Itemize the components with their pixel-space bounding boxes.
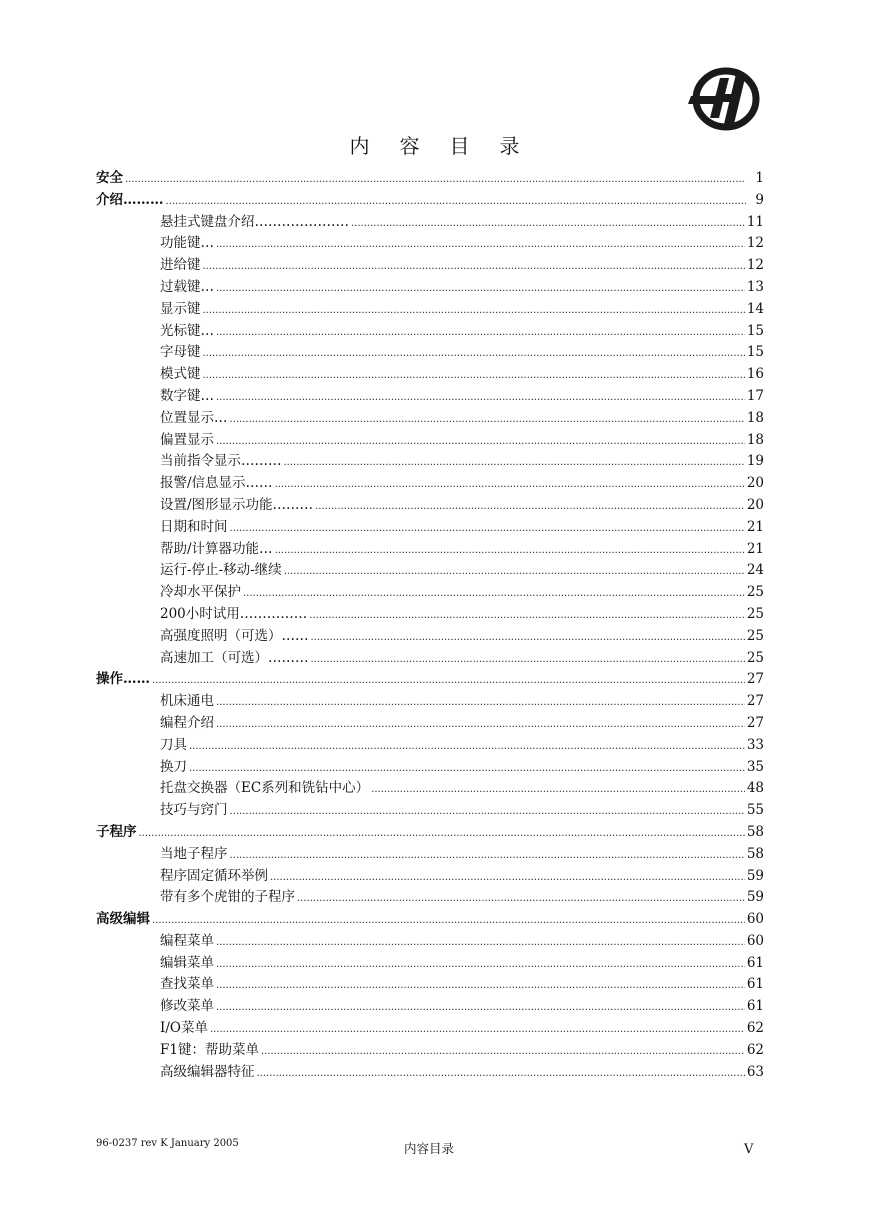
toc-section-entry[interactable] <box>96 822 764 844</box>
toc-entry-label: 进给键 <box>160 257 201 274</box>
toc-entry-page: 27 <box>746 693 764 710</box>
toc-entry-page: 27 <box>746 671 764 688</box>
dot-leader <box>311 627 745 649</box>
toc-entry-label: 位置显示… <box>160 409 228 426</box>
dot-leader <box>309 605 745 627</box>
dot-leader <box>152 670 745 692</box>
dot-leader <box>216 387 745 409</box>
toc-entry-label: 安全 <box>96 170 123 186</box>
toc-section-entry[interactable] <box>96 909 764 931</box>
toc-entry-label: 光标键… <box>160 322 214 339</box>
toc-subsection-entry[interactable] <box>96 1018 764 1040</box>
toc-entry-label: 子程序 <box>96 823 137 840</box>
toc-subsection-entry[interactable] <box>96 1062 764 1084</box>
toc-subsection-entry[interactable] <box>96 735 764 757</box>
toc-entry-page: 19 <box>746 453 764 470</box>
toc-entry-label: 字母键 <box>160 344 201 361</box>
toc-entry-page: 59 <box>746 867 764 884</box>
toc-entry-label: 操作…… <box>96 671 150 688</box>
toc-entry-label: 换刀 <box>160 758 187 775</box>
toc-subsection-entry[interactable] <box>96 757 764 779</box>
footer-page-number: V <box>744 1142 754 1157</box>
toc-subsection-entry[interactable] <box>96 299 764 321</box>
toc-subsection-entry[interactable] <box>96 321 764 343</box>
dot-leader <box>230 845 745 867</box>
toc-entry-page: 48 <box>746 780 764 797</box>
dot-leader <box>297 888 745 910</box>
toc-entry-page: 13 <box>746 278 764 295</box>
toc-subsection-entry[interactable] <box>96 539 764 561</box>
dot-leader <box>270 867 745 889</box>
toc-entry-label: 修改菜单 <box>160 998 214 1015</box>
toc-subsection-entry[interactable] <box>96 517 764 539</box>
toc-entry-page: 61 <box>746 954 764 971</box>
toc-entry-label: 技巧与窍门 <box>160 802 228 819</box>
toc-entry-label: 帮助/计算器功能… <box>160 540 273 557</box>
toc-entry-label: F1键：帮助菜单 <box>160 1041 259 1058</box>
toc-entry-label: 高级编辑 <box>96 911 150 928</box>
dot-leader <box>371 779 745 801</box>
toc-entry-label: 介绍……… <box>96 191 164 208</box>
toc-entry-label: 高级编辑器特征 <box>160 1063 255 1080</box>
dot-leader <box>203 365 745 387</box>
toc-subsection-entry[interactable] <box>96 430 764 452</box>
toc-entry-page: 61 <box>746 976 764 993</box>
dot-leader <box>284 561 745 583</box>
toc-entry-label: 报警/信息显示…… <box>160 475 273 492</box>
dot-leader <box>243 583 745 605</box>
dot-leader <box>230 409 745 431</box>
toc-entry-label: 数字键… <box>160 387 214 404</box>
toc-entry-page: 24 <box>746 562 764 579</box>
toc-entry-page: 12 <box>746 257 764 274</box>
toc-entry-label: 悬挂式键盘介绍………………… <box>160 213 349 230</box>
toc-subsection-entry[interactable] <box>96 604 764 626</box>
toc-entry-page: 14 <box>746 300 764 317</box>
toc-entry-page: 18 <box>746 431 764 448</box>
toc-entry-label: 当前指令显示……… <box>160 453 282 470</box>
toc-entry-page: 63 <box>746 1063 764 1080</box>
toc-entry-label: 当地子程序 <box>160 845 228 862</box>
dot-leader <box>139 823 745 845</box>
toc-entry-label: 编程介绍 <box>160 714 214 731</box>
dot-leader <box>216 932 745 954</box>
toc-entry-page: 60 <box>746 932 764 949</box>
toc-subsection-entry[interactable] <box>96 974 764 996</box>
toc-entry-label: 功能键… <box>160 235 214 252</box>
dot-leader <box>203 256 745 278</box>
toc-entry-page: 62 <box>746 1020 764 1037</box>
toc-entry-page: 20 <box>746 496 764 513</box>
toc-entry-label: 200小时试用…………… <box>160 605 308 622</box>
dot-leader <box>257 1063 745 1085</box>
toc-entry-page: 15 <box>746 344 764 361</box>
toc-subsection-entry[interactable] <box>96 277 764 299</box>
dot-leader <box>216 692 745 714</box>
toc-entry-page: 61 <box>746 998 764 1015</box>
toc-entry-label: 编辑菜单 <box>160 954 214 971</box>
toc-subsection-entry[interactable] <box>96 800 764 822</box>
footer-section: 内容目录 <box>404 1141 455 1156</box>
dot-leader <box>261 1041 745 1063</box>
dot-leader <box>189 758 745 780</box>
toc-subsection-entry[interactable] <box>96 648 764 670</box>
dot-leader <box>216 278 745 300</box>
dot-leader <box>351 213 745 235</box>
toc-subsection-entry[interactable] <box>96 582 764 604</box>
footer-doc-id: 96-0237 rev K January 2005 <box>96 1138 239 1149</box>
toc-section-entry[interactable] <box>96 168 764 190</box>
toc-entry-page: 62 <box>746 1041 764 1058</box>
toc-subsection-entry[interactable] <box>96 996 764 1018</box>
toc-entry-label: 高速加工（可选）……… <box>160 649 309 666</box>
dot-leader <box>284 452 745 474</box>
toc-entry-page: 58 <box>746 823 764 840</box>
toc-entry-label: I/O菜单 <box>160 1020 208 1037</box>
toc-subsection-entry[interactable] <box>96 408 764 430</box>
toc-subsection-entry[interactable] <box>96 495 764 517</box>
toc-entry-page: 20 <box>746 475 764 492</box>
toc-entry-page: 1 <box>755 170 764 186</box>
toc-subsection-entry[interactable] <box>96 212 764 234</box>
toc-subsection-entry[interactable] <box>96 953 764 975</box>
toc-entry-page: 21 <box>746 540 764 557</box>
dot-leader <box>230 801 745 823</box>
toc-entry-label: 显示键 <box>160 300 201 317</box>
dot-leader <box>166 191 747 213</box>
toc-entry-label: 模式键 <box>160 366 201 383</box>
toc-entry-page: 35 <box>746 758 764 775</box>
toc-entry-label: 日期和时间 <box>160 518 228 535</box>
page-title: 内容目录 <box>349 134 550 158</box>
dot-leader <box>216 234 745 256</box>
toc-entry-label: 运行-停止-移动-继续 <box>160 562 282 579</box>
toc-subsection-entry[interactable] <box>96 713 764 735</box>
toc-subsection-entry[interactable] <box>96 255 764 277</box>
toc-entry-page: 58 <box>746 845 764 862</box>
toc-subsection-entry[interactable] <box>96 473 764 495</box>
toc-entry-page: 16 <box>746 366 764 383</box>
toc-entry-label: 带有多个虎钳的子程序 <box>160 889 295 906</box>
dot-leader <box>216 954 745 976</box>
dot-leader <box>210 1019 745 1041</box>
toc-entry-label: 机床通电 <box>160 693 214 710</box>
toc-subsection-entry[interactable] <box>96 844 764 866</box>
toc-entry-page: 25 <box>746 584 764 601</box>
dot-leader <box>230 518 745 540</box>
toc-entry-page: 25 <box>746 605 764 622</box>
toc-entry-label: 偏置显示 <box>160 431 214 448</box>
toc-section-entry[interactable] <box>96 669 764 691</box>
toc-entry-page: 18 <box>746 409 764 426</box>
toc-subsection-entry[interactable] <box>96 931 764 953</box>
toc-subsection-entry[interactable] <box>96 451 764 473</box>
dot-leader <box>311 649 745 671</box>
dot-leader <box>216 322 745 344</box>
table-of-contents <box>96 168 764 1083</box>
dot-leader <box>189 736 745 758</box>
dot-leader <box>315 496 745 518</box>
toc-entry-page: 21 <box>746 518 764 535</box>
toc-entry-label: 高强度照明（可选）…… <box>160 627 309 644</box>
toc-subsection-entry[interactable] <box>96 364 764 386</box>
toc-entry-page: 60 <box>746 911 764 928</box>
dot-leader <box>152 910 745 932</box>
dot-leader <box>125 169 746 191</box>
toc-entry-label: 托盘交换器（EC系列和铣钻中心） <box>160 780 370 797</box>
dot-leader <box>216 431 745 453</box>
toc-entry-page: 55 <box>746 802 764 819</box>
toc-entry-page: 17 <box>746 387 764 404</box>
toc-subsection-entry[interactable] <box>96 887 764 909</box>
toc-subsection-entry[interactable] <box>96 866 764 888</box>
toc-entry-page: 25 <box>746 627 764 644</box>
toc-entry-label: 编程菜单 <box>160 932 214 949</box>
dot-leader <box>216 997 745 1019</box>
toc-subsection-entry[interactable] <box>96 342 764 364</box>
toc-entry-page: 12 <box>746 235 764 252</box>
dot-leader <box>275 540 745 562</box>
toc-entry-label: 过载键… <box>160 278 214 295</box>
toc-subsection-entry[interactable] <box>96 233 764 255</box>
toc-entry-label: 查找菜单 <box>160 976 214 993</box>
toc-entry-page: 27 <box>746 714 764 731</box>
toc-subsection-entry[interactable] <box>96 626 764 648</box>
toc-entry-label: 冷却水平保护 <box>160 584 241 601</box>
toc-entry-page: 11 <box>746 213 764 230</box>
dot-leader <box>203 343 745 365</box>
toc-subsection-entry[interactable] <box>96 1040 764 1062</box>
toc-entry-page: 33 <box>746 736 764 753</box>
toc-entry-label: 刀具 <box>160 736 187 753</box>
dot-leader <box>216 714 745 736</box>
toc-entry-label: 设置/图形显示功能……… <box>160 496 314 513</box>
dot-leader <box>203 300 745 322</box>
haas-logo-icon <box>686 66 762 132</box>
dot-leader <box>216 975 745 997</box>
toc-entry-page: 25 <box>746 649 764 666</box>
toc-entry-page: 9 <box>755 191 764 208</box>
toc-entry-page: 15 <box>746 322 764 339</box>
toc-section-entry[interactable] <box>96 190 764 212</box>
toc-subsection-entry[interactable] <box>96 691 764 713</box>
toc-entry-page: 59 <box>746 889 764 906</box>
dot-leader <box>275 474 745 496</box>
toc-subsection-entry[interactable] <box>96 560 764 582</box>
toc-entry-label: 程序固定循环举例 <box>160 867 268 884</box>
toc-subsection-entry[interactable] <box>96 778 764 800</box>
toc-subsection-entry[interactable] <box>96 386 764 408</box>
